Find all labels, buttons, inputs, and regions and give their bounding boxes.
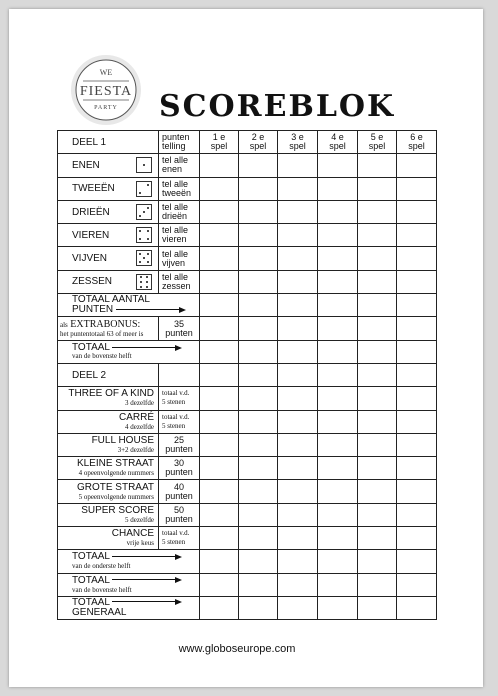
row-enen xyxy=(58,154,437,177)
part2-1-score-cell-6[interactable] xyxy=(397,410,437,433)
totals2-2-score-cell-1[interactable] xyxy=(200,596,239,619)
points-rule: 40 punten xyxy=(159,480,200,503)
row-label: VIJVEN xyxy=(58,247,159,270)
part2-1-score-cell-5[interactable] xyxy=(358,410,397,433)
page-title: SCOREBLOK xyxy=(159,89,396,124)
part2-4-score-cell-5[interactable] xyxy=(358,480,397,503)
arrow-right-icon xyxy=(112,577,182,583)
points-rule: tel alle vieren xyxy=(159,224,200,247)
extrabonus-score-cell-6[interactable] xyxy=(397,317,437,340)
pip xyxy=(147,253,149,255)
points-rule: tel alle drieën xyxy=(159,200,200,223)
part2-0-score-cell-3[interactable] xyxy=(278,387,318,410)
row-3-score-cell-5[interactable] xyxy=(358,224,397,247)
pip xyxy=(139,215,141,217)
part2-6-score-cell-4[interactable] xyxy=(318,527,358,550)
row-1-score-cell-1[interactable] xyxy=(200,177,239,200)
part2-2-score-cell-5[interactable] xyxy=(358,433,397,456)
row-0-score-cell-3[interactable] xyxy=(278,154,318,177)
total-upper-score-cell-4[interactable] xyxy=(318,340,358,363)
part2-5-score-cell-2[interactable] xyxy=(239,503,278,526)
pip xyxy=(139,261,141,263)
extrabonus-score-cell-3[interactable] xyxy=(278,317,318,340)
row-part2-5 xyxy=(58,503,437,526)
row-label: GROTE STRAAT 5 opeenvolgende nummers xyxy=(58,480,159,503)
total-upper-score-cell-6[interactable] xyxy=(397,340,437,363)
part2-0-score-cell-5[interactable] xyxy=(358,387,397,410)
score-table xyxy=(57,130,437,620)
row-part2-1 xyxy=(58,410,437,433)
totals2-1-score-cell-6[interactable] xyxy=(397,573,437,596)
pip xyxy=(139,192,141,194)
part2-3-score-cell-3[interactable] xyxy=(278,457,318,480)
totals2-1-score-cell-4[interactable] xyxy=(318,573,358,596)
section-2-label: DEEL 2 xyxy=(58,363,159,386)
row-0-score-cell-6[interactable] xyxy=(397,154,437,177)
dice-5-icon xyxy=(136,250,152,266)
total-points-label: TOTAAL AANTAL PUNTEN xyxy=(58,294,200,317)
row-extrabonus xyxy=(58,317,437,340)
row-vieren xyxy=(58,224,437,247)
row-4-score-cell-3[interactable] xyxy=(278,247,318,270)
part2-0-score-cell-1[interactable] xyxy=(200,387,239,410)
totals2-0-score-cell-5[interactable] xyxy=(358,550,397,573)
row-0-score-cell-5[interactable] xyxy=(358,154,397,177)
row-totals2-1 xyxy=(58,573,437,596)
totals2-1-score-cell-2[interactable] xyxy=(239,573,278,596)
dice-2-icon xyxy=(136,181,152,197)
points-header: punten telling xyxy=(159,131,200,154)
part2-2-score-cell-4[interactable] xyxy=(318,433,358,456)
section-2-score-cell-6[interactable] xyxy=(397,363,437,386)
pip xyxy=(146,276,148,278)
row-4-score-cell-2[interactable] xyxy=(239,247,278,270)
row-label: SUPER SCORE 5 dezelfde xyxy=(58,503,159,526)
total-points-score-cell-2[interactable] xyxy=(239,294,278,317)
row-1-score-cell-2[interactable] xyxy=(239,177,278,200)
totals2-0-score-cell-6[interactable] xyxy=(397,550,437,573)
points-rule: totaal v.d. 5 stenen xyxy=(159,410,200,433)
row-label: CHANCE vrije keus xyxy=(58,527,159,550)
totals2-0-score-cell-1[interactable] xyxy=(200,550,239,573)
row-2-score-cell-3[interactable] xyxy=(278,200,318,223)
total-upper-score-cell-3[interactable] xyxy=(278,340,318,363)
part2-5-score-cell-3[interactable] xyxy=(278,503,318,526)
totals2-label: TOTAAL van de bovenste helft xyxy=(58,573,200,596)
extrabonus-score-cell-1[interactable] xyxy=(200,317,239,340)
part2-3-score-cell-5[interactable] xyxy=(358,457,397,480)
row-2-score-cell-6[interactable] xyxy=(397,200,437,223)
extrabonus-score-cell-5[interactable] xyxy=(358,317,397,340)
points-rule: tel alle enen xyxy=(159,154,200,177)
part2-0-score-cell-4[interactable] xyxy=(318,387,358,410)
totals2-2-score-cell-4[interactable] xyxy=(318,596,358,619)
pip xyxy=(146,281,148,283)
part2-5-score-cell-5[interactable] xyxy=(358,503,397,526)
svg-text:PARTY: PARTY xyxy=(94,105,118,111)
row-label: ZESSEN xyxy=(58,270,159,293)
total-upper-score-cell-1[interactable] xyxy=(200,340,239,363)
part2-6-score-cell-5[interactable] xyxy=(358,527,397,550)
row-3-score-cell-6[interactable] xyxy=(397,224,437,247)
row-1-score-cell-4[interactable] xyxy=(318,177,358,200)
row-5-score-cell-6[interactable] xyxy=(397,270,437,293)
row-1-score-cell-6[interactable] xyxy=(397,177,437,200)
row-tweeën xyxy=(58,177,437,200)
row-label: TWEEËN xyxy=(58,177,159,200)
row-total-upper xyxy=(58,340,437,363)
row-5-score-cell-4[interactable] xyxy=(318,270,358,293)
row-2-score-cell-1[interactable] xyxy=(200,200,239,223)
part2-4-score-cell-6[interactable] xyxy=(397,480,437,503)
pip xyxy=(147,184,149,186)
totals2-2-score-cell-5[interactable] xyxy=(358,596,397,619)
total-points-score-cell-3[interactable] xyxy=(278,294,318,317)
game-header-5: 5 e spel xyxy=(358,131,397,154)
arrow-right-icon xyxy=(116,307,186,313)
points-rule: 25 punten xyxy=(159,433,200,456)
part2-1-score-cell-4[interactable] xyxy=(318,410,358,433)
row-4-score-cell-1[interactable] xyxy=(200,247,239,270)
row-part2-6 xyxy=(58,527,437,550)
blank xyxy=(159,363,200,386)
pip xyxy=(140,281,142,283)
points-rule: 50 punten xyxy=(159,503,200,526)
pip xyxy=(139,238,141,240)
row-label: KLEINE STRAAT 4 opeenvolgende nummers xyxy=(58,457,159,480)
pip xyxy=(146,286,148,288)
pip xyxy=(143,211,145,213)
row-5-score-cell-5[interactable] xyxy=(358,270,397,293)
points-rule: totaal v.d. 5 stenen xyxy=(159,527,200,550)
part2-6-score-cell-1[interactable] xyxy=(200,527,239,550)
part2-6-score-cell-6[interactable] xyxy=(397,527,437,550)
row-4-score-cell-6[interactable] xyxy=(397,247,437,270)
row-2-score-cell-5[interactable] xyxy=(358,200,397,223)
part2-2-score-cell-2[interactable] xyxy=(239,433,278,456)
row-4-score-cell-5[interactable] xyxy=(358,247,397,270)
row-part2-3 xyxy=(58,457,437,480)
row-3-score-cell-3[interactable] xyxy=(278,224,318,247)
totals2-0-score-cell-2[interactable] xyxy=(239,550,278,573)
row-4-score-cell-4[interactable] xyxy=(318,247,358,270)
part2-1-score-cell-2[interactable] xyxy=(239,410,278,433)
pip xyxy=(140,276,142,278)
part2-3-score-cell-6[interactable] xyxy=(397,457,437,480)
part2-4-score-cell-4[interactable] xyxy=(318,480,358,503)
totals2-0-score-cell-4[interactable] xyxy=(318,550,358,573)
row-label: ENEN xyxy=(58,154,159,177)
row-zessen xyxy=(58,270,437,293)
part2-2-score-cell-1[interactable] xyxy=(200,433,239,456)
totals2-1-score-cell-3[interactable] xyxy=(278,573,318,596)
header-row xyxy=(58,131,437,154)
row-0-score-cell-1[interactable] xyxy=(200,154,239,177)
totals2-label: TOTAAL van de onderste helft xyxy=(58,550,200,573)
part2-3-score-cell-4[interactable] xyxy=(318,457,358,480)
row-5-score-cell-1[interactable] xyxy=(200,270,239,293)
section-2-score-cell-1[interactable] xyxy=(200,363,239,386)
extrabonus-score-cell-4[interactable] xyxy=(318,317,358,340)
total-points-score-cell-4[interactable] xyxy=(318,294,358,317)
row-3-score-cell-2[interactable] xyxy=(239,224,278,247)
part2-4-score-cell-2[interactable] xyxy=(239,480,278,503)
row-totals2-2 xyxy=(58,596,437,619)
part2-4-score-cell-3[interactable] xyxy=(278,480,318,503)
totals2-1-score-cell-5[interactable] xyxy=(358,573,397,596)
row-label: CARRÉ 4 dezelfde xyxy=(58,410,159,433)
game-header-1: 1 e spel xyxy=(200,131,239,154)
row-5-score-cell-2[interactable] xyxy=(239,270,278,293)
part2-5-score-cell-6[interactable] xyxy=(397,503,437,526)
totals2-2-score-cell-3[interactable] xyxy=(278,596,318,619)
arrow-right-icon xyxy=(112,599,182,605)
part2-6-score-cell-2[interactable] xyxy=(239,527,278,550)
row-label: FULL HOUSE 3+2 dezelfde xyxy=(58,433,159,456)
points-rule: tel alle zessen xyxy=(159,270,200,293)
part2-6-score-cell-3[interactable] xyxy=(278,527,318,550)
part2-0-score-cell-6[interactable] xyxy=(397,387,437,410)
section-2-score-cell-2[interactable] xyxy=(239,363,278,386)
row-totals2-0 xyxy=(58,550,437,573)
section-label: DEEL 1 xyxy=(58,131,159,154)
row-0-score-cell-2[interactable] xyxy=(239,154,278,177)
row-label: DRIEËN xyxy=(58,200,159,223)
dice-6-icon xyxy=(136,274,152,290)
part2-5-score-cell-1[interactable] xyxy=(200,503,239,526)
row-1-score-cell-5[interactable] xyxy=(358,177,397,200)
part2-2-score-cell-3[interactable] xyxy=(278,433,318,456)
total-points-score-cell-5[interactable] xyxy=(358,294,397,317)
bonus-points: 35 punten xyxy=(159,317,200,340)
part2-3-score-cell-2[interactable] xyxy=(239,457,278,480)
total-upper-score-cell-5[interactable] xyxy=(358,340,397,363)
points-rule: totaal v.d. 5 stenen xyxy=(159,387,200,410)
total-upper-label: TOTAAL van de bovenste helft xyxy=(58,340,200,363)
row-label: VIEREN xyxy=(58,224,159,247)
row-part2-0 xyxy=(58,387,437,410)
section-2-score-cell-5[interactable] xyxy=(358,363,397,386)
row-part2-2 xyxy=(58,433,437,456)
game-header-3: 3 e spel xyxy=(278,131,318,154)
points-rule: 30 punten xyxy=(159,457,200,480)
pip xyxy=(143,257,145,259)
totals2-1-score-cell-1[interactable] xyxy=(200,573,239,596)
row-label: THREE OF A KIND 3 dezelfde xyxy=(58,387,159,410)
dice-3-icon xyxy=(136,204,152,220)
row-3-score-cell-1[interactable] xyxy=(200,224,239,247)
pip xyxy=(147,261,149,263)
pip xyxy=(139,253,141,255)
row-5-score-cell-3[interactable] xyxy=(278,270,318,293)
extrabonus-label: als EXTRABONUS: het puntentotaal 63 of meer is xyxy=(58,317,159,340)
row-2-score-cell-2[interactable] xyxy=(239,200,278,223)
total-upper-score-cell-2[interactable] xyxy=(239,340,278,363)
row-vijven xyxy=(58,247,437,270)
part2-1-score-cell-3[interactable] xyxy=(278,410,318,433)
extrabonus-score-cell-2[interactable] xyxy=(239,317,278,340)
section-2-row xyxy=(58,363,437,386)
footer-url: www.globoseurope.com xyxy=(178,643,296,655)
part2-4-score-cell-1[interactable] xyxy=(200,480,239,503)
totals2-label: TOTAAL GENERAAL xyxy=(58,596,200,619)
game-header-4: 4 e spel xyxy=(318,131,358,154)
row-drieën xyxy=(58,200,437,223)
points-rule: tel alle vijven xyxy=(159,247,200,270)
svg-text:WE: WE xyxy=(99,68,113,77)
pip xyxy=(143,164,145,166)
arrow-right-icon xyxy=(112,554,182,560)
pip xyxy=(139,230,141,232)
row-2-score-cell-4[interactable] xyxy=(318,200,358,223)
dice-1-icon xyxy=(136,157,152,173)
part2-3-score-cell-1[interactable] xyxy=(200,457,239,480)
row-part2-4 xyxy=(58,480,437,503)
row-0-score-cell-4[interactable] xyxy=(318,154,358,177)
game-header-6: 6 e spel xyxy=(397,131,437,154)
totals2-2-score-cell-6[interactable] xyxy=(397,596,437,619)
row-total-points xyxy=(58,294,437,317)
section-2-score-cell-3[interactable] xyxy=(278,363,318,386)
section-2-score-cell-4[interactable] xyxy=(318,363,358,386)
pip xyxy=(147,230,149,232)
part2-2-score-cell-6[interactable] xyxy=(397,433,437,456)
points-rule: tel alle tweeën xyxy=(159,177,200,200)
svg-text:FIESTA: FIESTA xyxy=(79,84,133,99)
row-3-score-cell-4[interactable] xyxy=(318,224,358,247)
pip xyxy=(147,238,149,240)
total-points-score-cell-6[interactable] xyxy=(397,294,437,317)
arrow-right-icon xyxy=(112,345,182,351)
game-header-2: 2 e spel xyxy=(239,131,278,154)
pip xyxy=(140,286,142,288)
total-points-score-cell-1[interactable] xyxy=(200,294,239,317)
part2-0-score-cell-2[interactable] xyxy=(239,387,278,410)
row-1-score-cell-3[interactable] xyxy=(278,177,318,200)
part2-5-score-cell-4[interactable] xyxy=(318,503,358,526)
totals2-0-score-cell-3[interactable] xyxy=(278,550,318,573)
dice-4-icon xyxy=(136,227,152,243)
we-fiesta-party-logo xyxy=(69,53,143,127)
totals2-2-score-cell-2[interactable] xyxy=(239,596,278,619)
pip xyxy=(147,207,149,209)
part2-1-score-cell-1[interactable] xyxy=(200,410,239,433)
